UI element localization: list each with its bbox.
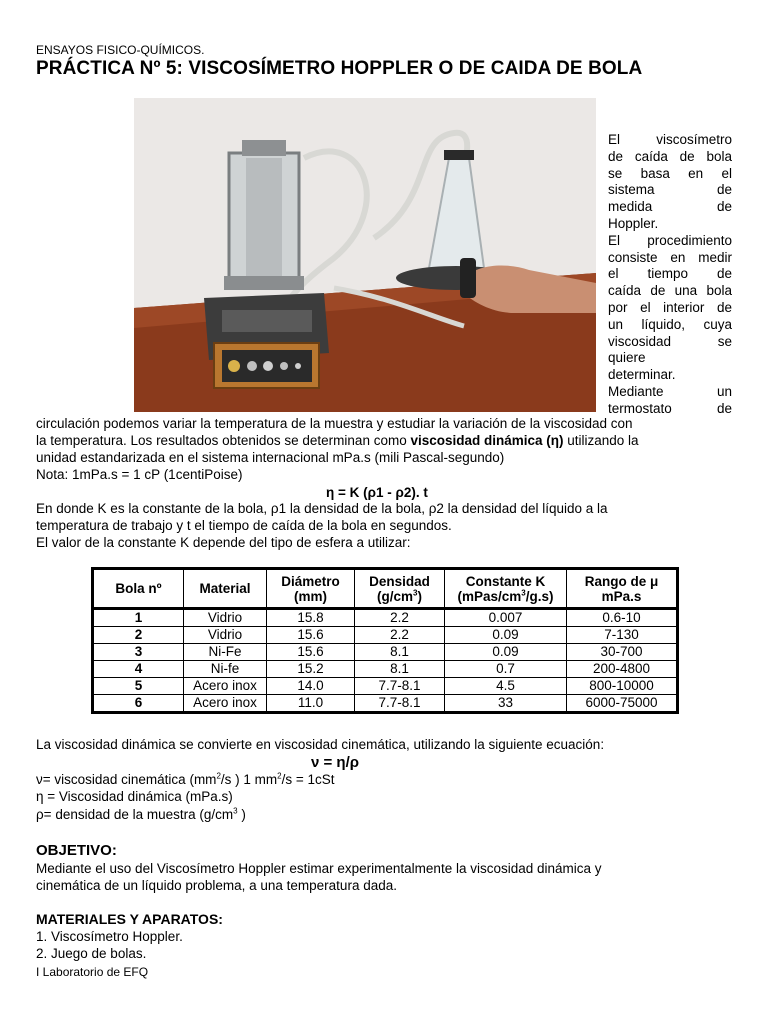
side-line: viscosidad se	[608, 333, 732, 349]
table-row	[93, 644, 678, 661]
table-cell: 33	[445, 695, 567, 713]
table-cell: 6	[93, 695, 184, 713]
explain-line-3: El valor de la constante K depende del tipo de esfera a utilizar:	[36, 535, 411, 550]
table-cell: 15.6	[267, 627, 355, 644]
side-line: Hoppler.	[608, 215, 659, 231]
table-cell: 7.7-8.1	[355, 695, 445, 713]
viscometer-photo	[134, 98, 596, 412]
table-cell: 2.2	[355, 627, 445, 644]
table-cell: 0.09	[445, 644, 567, 661]
table-cell: 5	[93, 678, 184, 695]
side-line: caída de una bola	[608, 283, 732, 299]
col-material: Material	[184, 569, 267, 609]
intro-line-1: circulación podemos variar la temperatura de la muestra y estudiar la variación de la viscosidad con	[36, 416, 633, 431]
table-row	[93, 609, 678, 627]
table-cell: 15.8	[267, 609, 355, 627]
side-line: un líquido, cuya	[608, 316, 732, 332]
table-cell: 0.7	[445, 661, 567, 678]
table-cell: 0.6-10	[567, 609, 678, 627]
table-cell: 0.007	[445, 609, 567, 627]
table-cell: 800-10000	[567, 678, 678, 695]
table-cell: 2.2	[355, 609, 445, 627]
materiales-item: 1. Viscosímetro Hoppler.	[36, 929, 183, 944]
col-diametro: Diámetro (mm)	[267, 569, 355, 609]
nu-definition: ν= viscosidad cinemática ($mm^2/s$ ) 1 $mm^2/s = 1cSt$	[36, 771, 335, 787]
side-line: Mediante un	[608, 383, 732, 399]
table-cell: 3	[93, 644, 184, 661]
explain-line-2: temperatura de trabajo y t el tiempo de caída de la bola en segundos.	[36, 518, 452, 533]
kinematic-equation: ν = η/ρ	[311, 754, 360, 771]
side-line: se basa en el	[608, 165, 732, 181]
table-cell: Vidrio	[184, 627, 267, 644]
materiales-heading: MATERIALES Y APARATOS:	[36, 911, 223, 927]
course-label: ENSAYOS FISICO-QUÍMICOS.	[36, 43, 205, 57]
objetivo-line-2: cinemática de un líquido problema, a una temperatura dada.	[36, 878, 397, 893]
intro-line-3: unidad estandarizada en el sistema internacional mPa.s (mili Pascal-segundo)	[36, 450, 505, 465]
viscosity-equation: η = K (ρ1 - ρ2). t	[326, 485, 428, 500]
col-bola: Bola nº	[93, 569, 184, 609]
side-line: sistema de	[608, 182, 732, 198]
table-cell: 2	[93, 627, 184, 644]
note-line: Nota: 1mPa.s = 1 cP (1centiPoise)	[36, 467, 243, 482]
table-cell: 8.1	[355, 661, 445, 678]
table-cell: Vidrio	[184, 609, 267, 627]
side-line: El viscosímetro	[608, 132, 732, 147]
kinematic-intro: La viscosidad dinámica se convierte en viscosidad cinemática, utilizando la siguiente ecuación:	[36, 737, 605, 752]
table-cell: Ni-Fe	[184, 644, 267, 661]
objetivo-heading: OBJETIVO:	[36, 842, 117, 859]
table-cell: 200-4800	[567, 661, 678, 678]
dynamic-viscosity-term: viscosidad dinámica (η)	[410, 433, 564, 448]
table-row	[93, 661, 678, 678]
ball-constants-table	[91, 567, 679, 714]
table-cell: 7.7-8.1	[355, 678, 445, 695]
col-densidad: Densidad $(g/cm^3)$	[355, 569, 445, 609]
table-cell: Acero inox	[184, 678, 267, 695]
table-cell: Ni-fe	[184, 661, 267, 678]
table-cell: 15.2	[267, 661, 355, 678]
col-rango: Rango de μ mPa.s	[567, 569, 678, 609]
col-constante: Constante K $(mPas/cm^3/g.s)$	[445, 569, 567, 609]
table-cell: 11.0	[267, 695, 355, 713]
side-line: determinar.	[608, 367, 676, 383]
side-line: termostato de	[608, 400, 732, 416]
table-cell: 4.5	[445, 678, 567, 695]
side-line: por el interior de	[608, 299, 732, 315]
objetivo-line-1: Mediante el uso del Viscosímetro Hoppler estimar experimentalmente la viscosidad dinámica y	[36, 861, 602, 876]
side-line: El procedimiento	[608, 232, 732, 248]
eta-definition: η = Viscosidad dinámica (mPa.s)	[36, 789, 233, 804]
table-row	[93, 678, 678, 695]
table-cell: 8.1	[355, 644, 445, 661]
page-title: PRÁCTICA Nº 5: VISCOSÍMETRO HOPPLER O DE CAIDA DE BOLA	[36, 58, 643, 79]
side-line: quiere	[608, 350, 646, 366]
table-cell: 6000-75000	[567, 695, 678, 713]
table-cell: Acero inox	[184, 695, 267, 713]
side-line: consiste en medir	[608, 249, 732, 265]
explain-line-1: En donde K es la constante de la bola, ρ1 la densidad de la bola, ρ2 la densidad del líquido a la	[36, 501, 608, 516]
table-cell: 0.09	[445, 627, 567, 644]
intro-side-text	[608, 132, 732, 418]
table-cell: 7-130	[567, 627, 678, 644]
materiales-item: 2. Juego de bolas.	[36, 946, 147, 961]
table-row	[93, 627, 678, 644]
intro-line-2: la temperatura. Los resultados obtenidos se determinan como viscosidad dinámica (η) utilizando la	[36, 433, 639, 448]
footer-label: I Laboratorio de EFQ	[36, 965, 149, 979]
side-line: el tiempo de	[608, 266, 732, 282]
table-cell: 14.0	[267, 678, 355, 695]
side-line: medida de	[608, 199, 732, 215]
table-header-row	[93, 569, 678, 609]
table-cell: 30-700	[567, 644, 678, 661]
table-row	[93, 695, 678, 713]
table-cell: 4	[93, 661, 184, 678]
table-cell: 15.6	[267, 644, 355, 661]
table-cell: 1	[93, 609, 184, 627]
side-line: de caída de bola	[608, 148, 732, 164]
rho-definition: ρ= densidad de la muestra ($g/cm^3$ )	[36, 806, 246, 822]
